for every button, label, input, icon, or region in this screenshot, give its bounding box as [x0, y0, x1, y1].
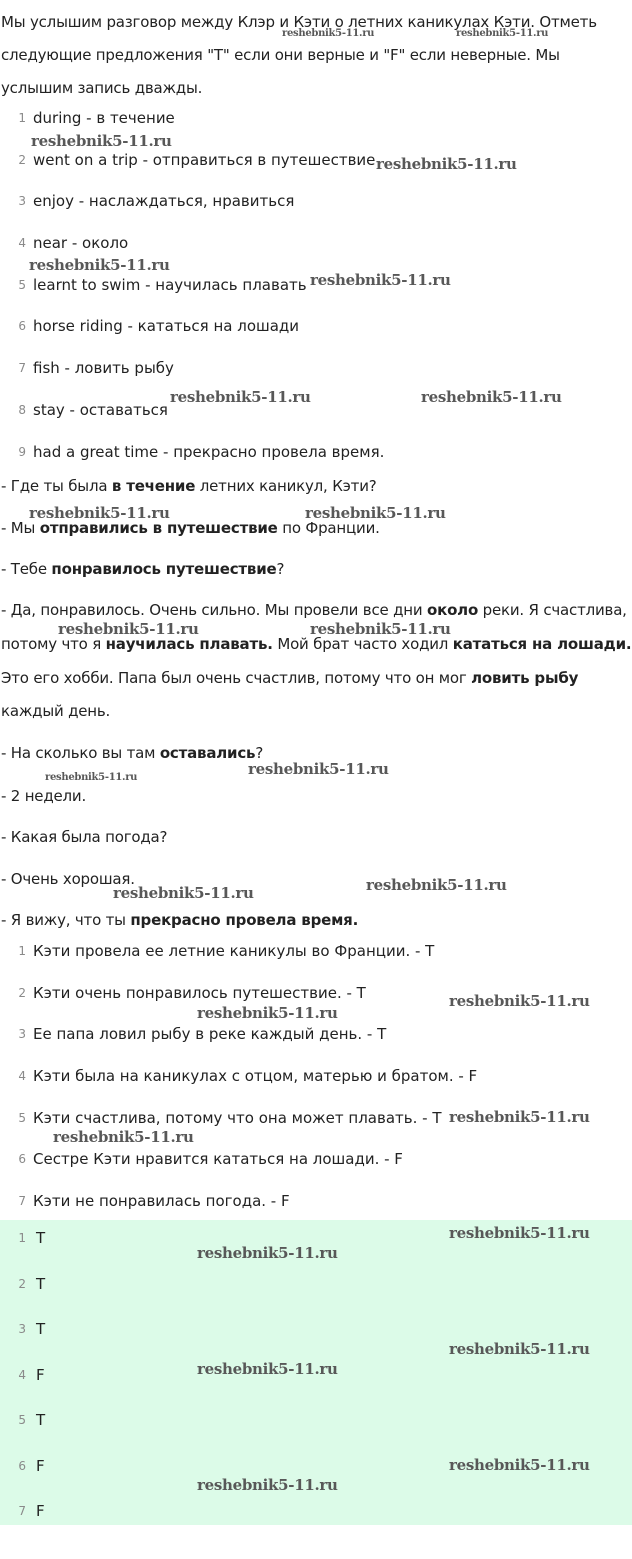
item-number: 6	[18, 1152, 26, 1167]
dialog-line	[1, 909, 358, 931]
answers-list	[0, 1227, 632, 1546]
watermark: reshebnik5-11.ru	[29, 256, 170, 274]
dialog-line	[1, 558, 284, 580]
item-number: 3	[18, 1322, 26, 1336]
item-text: learnt to swim - научилась плавать	[33, 275, 307, 294]
dialog-keyword: в течение	[111, 477, 196, 495]
dialog-keyword: кататься на лошади.	[452, 635, 632, 653]
watermark: reshebnik5-11.ru	[45, 772, 138, 783]
watermark: reshebnik5-11.ru	[456, 28, 549, 39]
item-text: horse riding - кататься на лошади	[33, 317, 300, 336]
dialog-text: летних каникул, Кэти?	[195, 477, 377, 495]
watermark: reshebnik5-11.ru	[449, 1340, 590, 1358]
dialog-text: по Франции.	[277, 519, 380, 537]
dialog-line	[1, 785, 86, 807]
list-item	[0, 1148, 632, 1190]
watermark: reshebnik5-11.ru	[366, 876, 507, 894]
dialog-text: - Тебе	[1, 560, 52, 578]
item-number: 1	[18, 1231, 26, 1245]
watermark: reshebnik5-11.ru	[310, 271, 451, 289]
item-text: Кэти провела ее летние каникулы во Франции. - T	[33, 942, 435, 960]
statements-list	[0, 940, 632, 1232]
dialog-keyword: научилась плавать.	[105, 635, 273, 653]
answer-value: T	[36, 1320, 46, 1338]
item-number: 3	[18, 194, 26, 209]
dialog-text: - Мы	[1, 519, 40, 537]
dialog-text: ?	[255, 744, 264, 762]
item-number: 2	[18, 152, 26, 167]
dialog-line	[1, 826, 167, 848]
dialog-keyword: оставались	[159, 744, 256, 762]
list-item	[0, 1273, 632, 1319]
watermark: reshebnik5-11.ru	[282, 28, 375, 39]
item-number: 1	[18, 944, 26, 958]
item-text: stay - оставаться	[33, 400, 168, 419]
item-number: 4	[18, 1367, 26, 1382]
dialog-keyword: ловить рыбу	[471, 669, 579, 687]
watermark: reshebnik5-11.ru	[31, 132, 172, 150]
item-text: Кэти не понравилась погода. - F	[33, 1192, 290, 1211]
dialog-line	[1, 667, 578, 689]
item-number: 7	[18, 361, 26, 376]
dialog-text: - Где ты была	[1, 477, 112, 495]
watermark: reshebnik5-11.ru	[58, 620, 199, 638]
item-text: went on a trip - отправиться в путешествие	[33, 150, 376, 169]
dialog-text: Мой брат часто ходил	[272, 635, 453, 653]
answer-value: F	[36, 1456, 45, 1475]
item-text: Кэти счастлива, потому что она может плавать. - T	[33, 1108, 442, 1127]
answer-value: T	[36, 1274, 46, 1293]
item-text: Ее папа ловил рыбу в реке каждый день. - T	[33, 1025, 387, 1044]
watermark: reshebnik5-11.ru	[376, 155, 517, 173]
vocabulary-list	[0, 107, 632, 482]
dialog-line	[1, 742, 263, 764]
dialog-text: реки. Я счастлива,	[478, 601, 627, 619]
watermark: reshebnik5-11.ru	[197, 1476, 338, 1494]
list-item	[0, 1065, 632, 1107]
watermark: reshebnik5-11.ru	[248, 760, 389, 778]
list-item	[0, 315, 632, 357]
list-item	[0, 1023, 632, 1065]
dialog-text: - Очень хорошая.	[1, 870, 135, 888]
watermark: reshebnik5-11.ru	[113, 884, 254, 902]
item-number: 9	[18, 444, 26, 459]
dialog-keyword: около	[426, 601, 479, 619]
watermark: reshebnik5-11.ru	[197, 1360, 338, 1378]
list-item	[0, 190, 632, 232]
item-number: 5	[18, 277, 26, 292]
list-item	[0, 1409, 632, 1455]
item-number: 7	[18, 1194, 26, 1209]
answer-value: T	[36, 1411, 46, 1429]
item-number: 2	[18, 1276, 26, 1291]
item-text: fish - ловить рыбу	[33, 359, 174, 378]
item-number: 6	[18, 1458, 26, 1473]
task-instructions: Мы услышим разговор между Клэр и Кэти о летних каникулах Кэти. Отметь следующие предложения "T" если они верные и "F" если неверные. Мы услышим запись дважды.	[1, 13, 597, 97]
item-number: 7	[18, 1504, 26, 1518]
item-text: enjoy - наслаждаться, нравиться	[33, 192, 295, 211]
item-number: 6	[18, 319, 26, 334]
item-number: 5	[18, 1110, 26, 1125]
watermark: reshebnik5-11.ru	[197, 1004, 338, 1022]
watermark: reshebnik5-11.ru	[29, 504, 170, 522]
dialog-line	[1, 599, 627, 621]
item-number: 5	[18, 1413, 26, 1427]
dialog-text: - Какая была погода?	[1, 828, 168, 846]
watermark: reshebnik5-11.ru	[449, 992, 590, 1010]
answer-value: F	[36, 1502, 45, 1520]
watermark: reshebnik5-11.ru	[170, 388, 311, 406]
item-text: had a great time - прекрасно провела время.	[33, 442, 385, 461]
answer-value: T	[36, 1229, 46, 1247]
answer-value: F	[36, 1365, 45, 1384]
dialog-text: Это его хобби. Папа был очень счастлив, потому что он мог	[1, 669, 472, 687]
dialog-text: - На сколько вы там	[1, 744, 160, 762]
watermark: reshebnik5-11.ru	[53, 1128, 194, 1146]
watermark: reshebnik5-11.ru	[449, 1108, 590, 1126]
item-text: Кэти очень понравилось путешествие. - T	[33, 983, 366, 1002]
dialog-keyword: прекрасно провела время.	[130, 911, 359, 929]
watermark: reshebnik5-11.ru	[197, 1244, 338, 1262]
dialog-text: ?	[276, 560, 285, 578]
item-text: near - около	[33, 234, 129, 253]
watermark: reshebnik5-11.ru	[305, 504, 446, 522]
watermark: reshebnik5-11.ru	[310, 620, 451, 638]
item-text: Кэти была на каникулах с отцом, матерью и братом. - F	[33, 1067, 478, 1086]
item-number: 3	[18, 1027, 26, 1042]
item-number: 1	[18, 111, 26, 125]
watermark: reshebnik5-11.ru	[449, 1456, 590, 1474]
watermark: reshebnik5-11.ru	[449, 1224, 590, 1242]
watermark: reshebnik5-11.ru	[421, 388, 562, 406]
dialog-keyword: отправились в путешествие	[39, 519, 278, 537]
list-item	[0, 940, 632, 982]
dialog-line	[1, 475, 377, 497]
list-item	[0, 1500, 632, 1546]
item-text: Сестре Кэти нравится кататься на лошади. - F	[33, 1150, 403, 1169]
dialog-text: каждый день.	[1, 702, 111, 720]
item-text: during - в течение	[33, 109, 175, 127]
dialog-line	[1, 700, 110, 722]
dialog-text: - Да, понравилось. Очень сильно. Мы провели все дни	[1, 601, 427, 619]
item-number: 2	[18, 985, 26, 1000]
dialog-text: - 2 недели.	[1, 787, 87, 805]
list-item	[0, 149, 632, 191]
item-number: 8	[18, 402, 26, 417]
dialog-text: потому что я	[1, 635, 106, 653]
dialog-text: - Я вижу, что ты	[1, 911, 131, 929]
item-number: 4	[18, 236, 26, 251]
item-number: 4	[18, 1069, 26, 1084]
dialog-keyword: понравилось путешествие	[51, 560, 277, 578]
